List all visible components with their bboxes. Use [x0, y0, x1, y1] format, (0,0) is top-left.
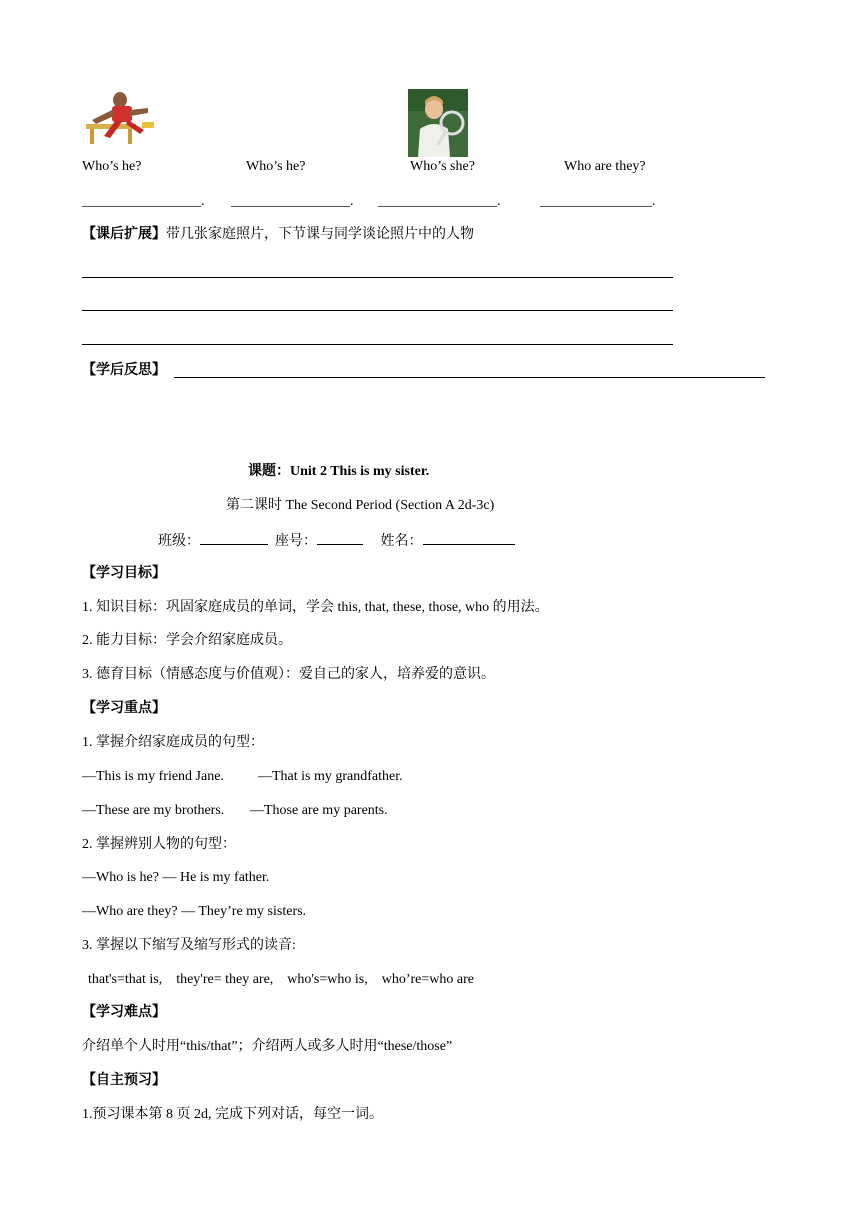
photo-caption-4: Who are they? — [564, 159, 646, 174]
tennis-player-photo — [408, 89, 468, 157]
reflection-label: 【学后反思】 — [82, 363, 166, 378]
contractions-line: that's=that is, they're= they are, who's=who is, who’re=who are — [88, 972, 474, 987]
seat-field[interactable] — [317, 530, 363, 545]
example-sentence-2b: —Those are my parents. — [250, 803, 388, 818]
key-point-item-1: 1. 掌握介绍家庭成员的句型： — [82, 735, 264, 750]
name-field[interactable] — [423, 530, 515, 545]
objective-item-3: 3. 德育目标（情感态度与价值观）：爱自己的家人，培养爱的意识。 — [82, 667, 495, 682]
example-sentence-1a: —This is my friend Jane. — [82, 769, 224, 784]
objective-item-1: 1. 知识目标：巩固家庭成员的单词，学会 this, that, these, those, who 的用法。 — [82, 600, 549, 615]
key-point-item-3: 3. 掌握以下缩写及缩写形式的读音: — [82, 938, 296, 953]
homework-label: 【课后扩展】 — [82, 227, 166, 242]
photo-caption-2: Who’s he? — [246, 159, 306, 174]
objectives-heading: 【学习目标】 — [82, 566, 166, 581]
objective-item-2: 2. 能力目标：学会介绍家庭成员。 — [82, 633, 292, 648]
homework-line — [82, 226, 474, 244]
answer-blank-1[interactable]: _________________. — [82, 194, 205, 209]
preview-item-1: 1.预习课本第 8 页 2d, 完成下列对话，每空一词。 — [82, 1107, 383, 1122]
example-sentence-3: —Who is he? — He is my father. — [82, 870, 270, 885]
student-info-line — [158, 530, 515, 551]
homework-writing-line-2[interactable] — [82, 310, 673, 311]
answer-blank-3[interactable]: _________________. — [378, 194, 501, 209]
homework-text: 带几张家庭照片，下节课与同学谈论照片中的人物 — [166, 227, 474, 242]
reflection-writing-line[interactable] — [174, 377, 765, 378]
example-sentence-2a: —These are my brothers. — [82, 803, 225, 818]
seat-label: 座号： — [275, 534, 317, 549]
homework-writing-line-3[interactable] — [82, 344, 673, 345]
preview-heading: 【自主预习】 — [82, 1073, 166, 1088]
homework-writing-line-1[interactable] — [82, 277, 673, 278]
difficulties-text: 介绍单个人时用“this/that”；介绍两人或多人时用“these/those” — [82, 1039, 453, 1054]
key-points-heading: 【学习重点】 — [82, 701, 166, 716]
answer-blank-4[interactable]: ________________. — [540, 194, 656, 209]
difficulties-heading: 【学习难点】 — [82, 1005, 166, 1020]
photo-caption-3: Who’s she? — [410, 159, 475, 174]
lesson-period: 第二课时 The Second Period (Section A 2d-3c) — [226, 498, 495, 513]
key-point-item-2: 2. 掌握辨别人物的句型： — [82, 837, 236, 852]
lesson-title: 课题：Unit 2 This is my sister. — [248, 464, 430, 479]
example-sentence-4: —Who are they? — They’re my sisters. — [82, 904, 307, 919]
hurdler-photo — [82, 86, 156, 146]
name-label: 姓名： — [380, 534, 423, 549]
example-sentence-1b: —That is my grandfather. — [258, 769, 403, 784]
class-field[interactable] — [200, 530, 268, 545]
answer-blank-2[interactable]: _________________. — [231, 194, 354, 209]
photo-caption-1: Who’s he? — [82, 159, 142, 174]
class-label: 班级： — [158, 534, 200, 549]
